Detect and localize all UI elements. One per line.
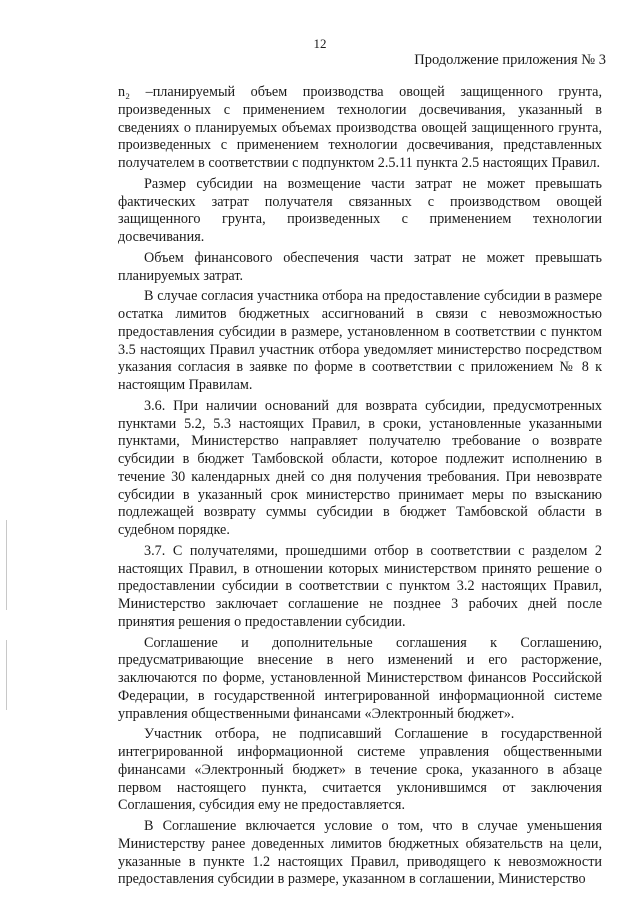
paragraph-financing-limit: Объем финансового обеспечения части затрат не может превышать планируемых затрат. (118, 249, 602, 284)
paragraph-subsidy-limit: Размер субсидии на возмещение части затрат не может превышать фактических затрат получателя связанных с производством овощей защищенного грунта, произведенных с применением технологии досвечивания. (118, 175, 602, 245)
scan-margin-mark (6, 520, 7, 610)
paragraph-3-7: 3.7. С получателями, прошедшими отбор в соответствии с разделом 2 настоящих Правил, в отношении которых министерством принято решение о предоставлении субсидии в соответствии с пунктом 3.2 настоящих Правил, Министерство заключает соглашение не позднее 3 рабочих дней после принятия решения о предоставлении субсидии. (118, 542, 602, 630)
paragraph-3-6: 3.6. При наличии оснований для возврата субсидии, предусмотренных пунктами 5.2, 5.3 настоящих Правил, в сроки, установленные указанными пунктами, Министерство направляет получателю требование о возврате субсидии в бюджет Тамбовской области, которое подлежит исполнению в течение 30 календарных дней со дня получения требования. При невозврате субсидии в указанный срок министерство принимает меры по взысканию подлежащей возврату суммы субсидии в бюджет Тамбовской области в судебном порядке. (118, 397, 602, 538)
scan-margin-mark (6, 640, 7, 710)
appendix-label: Продолжение приложения № 3 (414, 52, 606, 68)
page-number: 12 (313, 36, 327, 51)
paragraph-n2-definition: n₂ –планируемый объем производства овощей защищенного грунта, произведенных с применением технологии досвечивания, указанный в сведениях о планируемых объемах производства овощей защищенного грунта, произведенных с применением технологии досвечивания, представленных получателем в соответствии с подпунктом 2.5.11 пункта 2.5 настоящих Правил. (118, 84, 602, 171)
paragraph-unsigned-participant: Участник отбора, не подписавший Соглашение в государственной интегрированной информационной системе управления общественными финансами «Электронный бюджет» в течение срока, указанного в абзаце первом настоящего пункта, считается уклонившимся от заключения Соглашения, субсидия ему не предоставляется. (118, 726, 602, 814)
paragraph-agreement-form: Соглашение и дополнительные соглашения к Соглашению, предусматривающие внесение в него изменений и его расторжение, заключаются по форме, установленной Министерством финансов Российской Федерации, в государственной интегрированной информационной системе управления общественными финансами «Электронный бюджет». (118, 634, 602, 722)
paragraph-consent: В случае согласия участника отбора на предоставление субсидии в размере остатка лимитов бюджетных ассигнований в связи с невозможностью предоставления субсидии в размере, установленном в соответствии с пунктом 3.5 настоящих Правил участник отбора уведомляет министерство посредством указания согласия в заявке по форме в соответствии с приложением № 8 к настоящим Правилам. (118, 288, 602, 393)
document-body (118, 84, 602, 889)
paragraph-agreement-condition: В Соглашение включается условие о том, что в случае уменьшения Министерству ранее доведенных лимитов бюджетных обязательств на цели, указанные в пункте 1.2 настоящих Правил, приводящего к невозможности предоставления субсидии в размере, указанном в соглашении, Министерство (118, 818, 602, 888)
